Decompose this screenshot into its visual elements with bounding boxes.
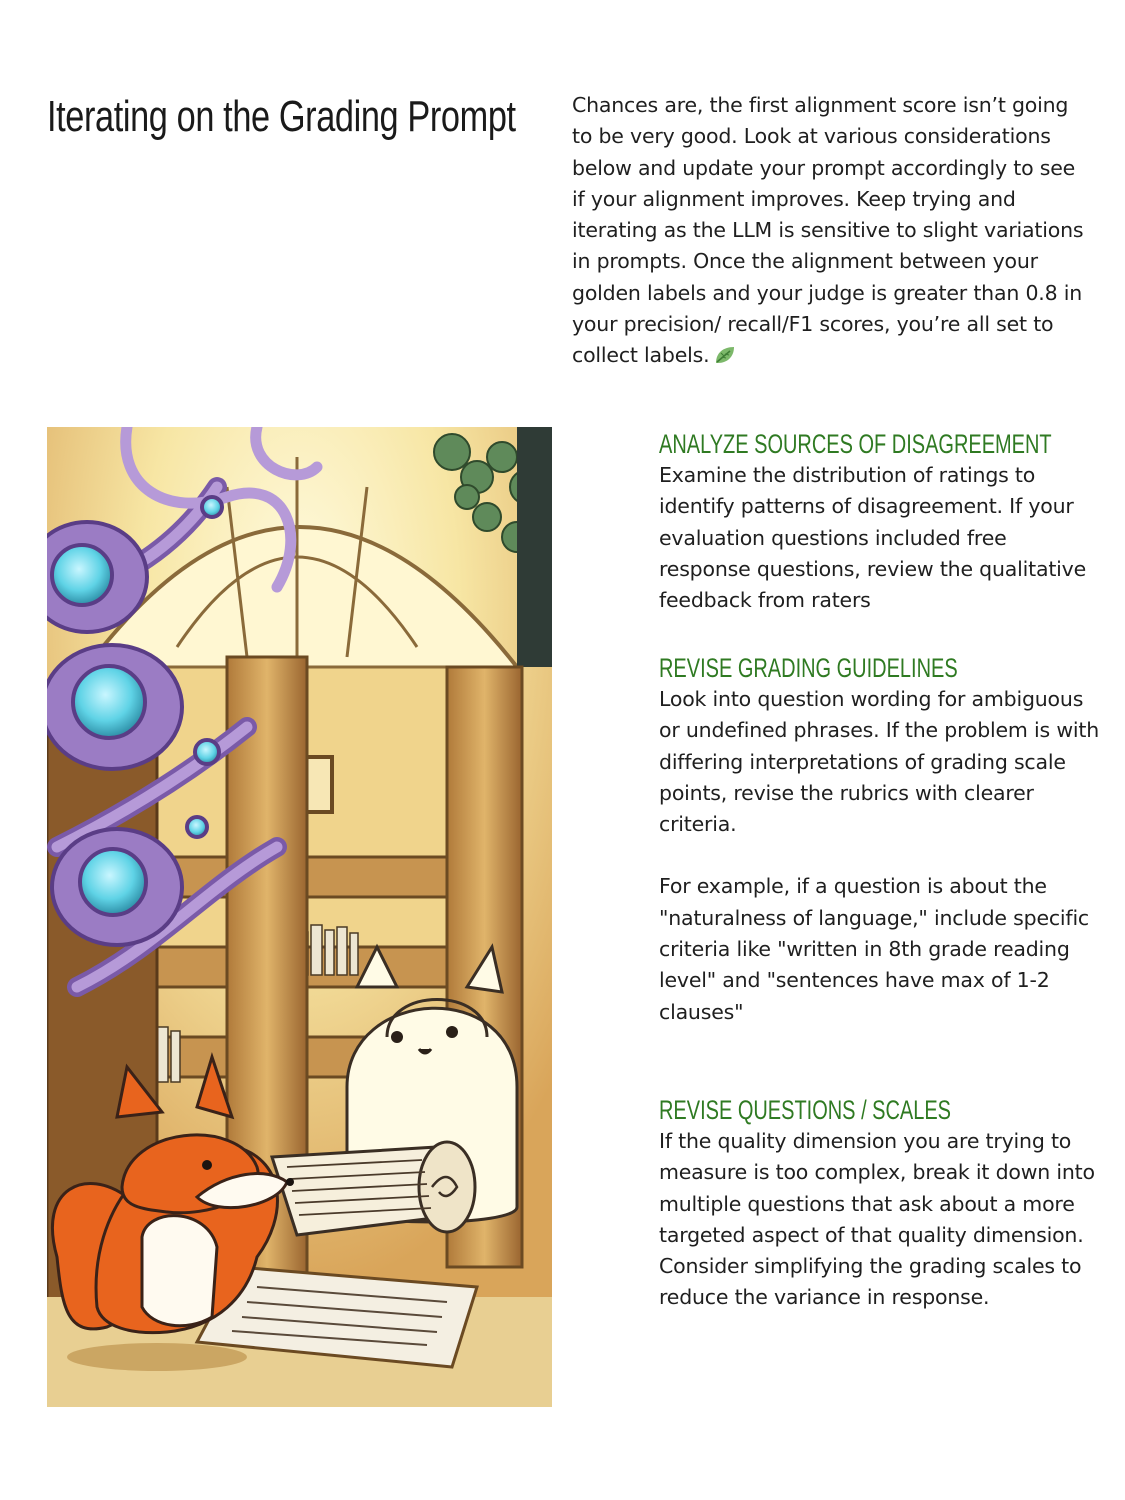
- leaf-icon: [713, 344, 737, 366]
- section-revise-questions: [659, 1094, 1099, 1314]
- illustration-fox-and-bear-library: [47, 427, 552, 1407]
- section-body: If the quality dimension you are trying to measure is too complex, break it down into multiple questions that ask about a more targeted aspect of that quality dimension. Consider simplifying the grading scales to reduce the variance in response.: [659, 1129, 1095, 1310]
- intro-text: Chances are, the first alignment score isn’t going to be very good. Look at various considerations below and update your prompt accordingly to see if your alignment improves. Keep trying and iterating as the LLM is sensitive to slight variations in prompts. Once the alignment between your golden labels and your judge is greater than 0.8 in your precision/ recall/F1 scores, you’re all set to collect labels.: [572, 93, 1084, 368]
- section-analyze-disagreement: [659, 428, 1099, 616]
- section-body: Examine the distribution of ratings to identify patterns of disagreement. If your evaluation questions included free response questions, review the qualitative feedback from raters: [659, 463, 1087, 613]
- page-title: Iterating on the Grading Prompt: [47, 92, 516, 141]
- intro-paragraph: [572, 90, 1087, 372]
- section-example: For example, if a question is about the "naturalness of language," include specific criteria like "written in 8th grade reading level" and "sentences have max of 1-2 clauses": [659, 874, 1090, 1024]
- section-body: Look into question wording for ambiguous or undefined phrases. If the problem is with differing interpretations of grading scale points, revise the rubrics with clearer criteria.: [659, 687, 1100, 837]
- section-revise-guidelines: [659, 652, 1099, 1028]
- section-heading: ANALYZE SOURCES OF DISAGREEMENT: [659, 429, 1052, 459]
- section-heading: REVISE QUESTIONS / SCALES: [659, 1095, 952, 1125]
- section-heading: REVISE GRADING GUIDELINES: [659, 653, 958, 683]
